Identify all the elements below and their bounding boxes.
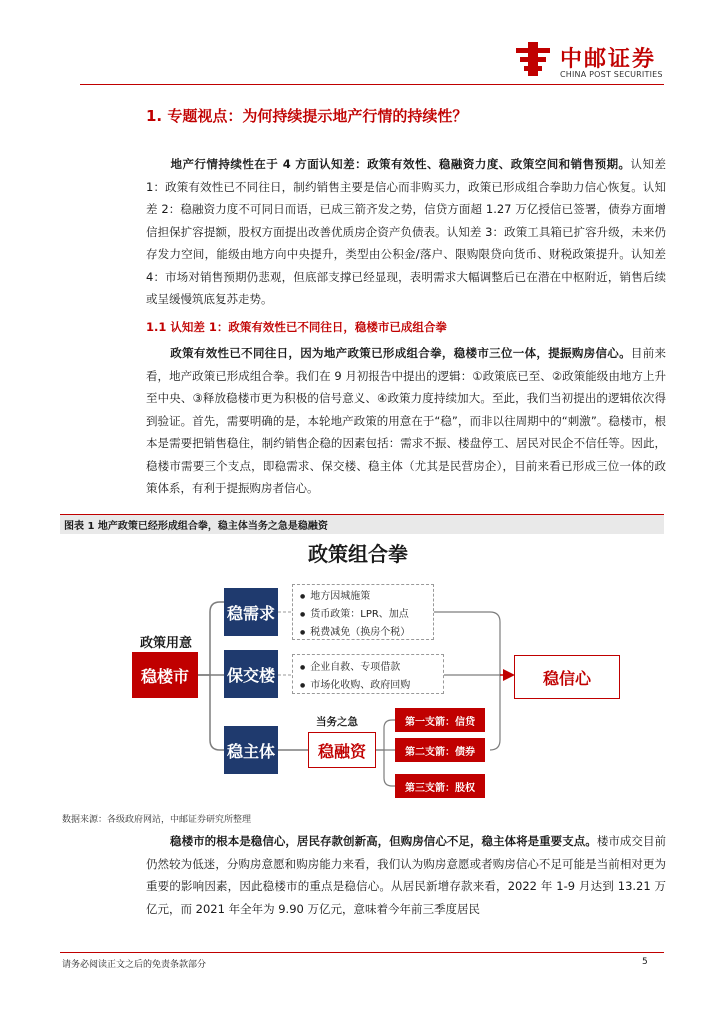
footer-divider — [60, 952, 664, 953]
root-stabilize-market: 稳楼市 — [132, 652, 198, 698]
logo-english-name: CHINA POST SECURITIES — [560, 70, 663, 79]
connector-financing-arrow1 — [376, 720, 395, 750]
figure-source: 数据来源：各级政府网站，中邮证券研究所整理 — [62, 815, 252, 825]
section-title: 1. 专题视点：为何持续提示地产行情的持续性？ — [146, 107, 468, 125]
diagram-title: 政策组合拳 — [308, 542, 408, 566]
intro-paragraph — [146, 153, 666, 311]
connector-root-entity — [210, 675, 224, 750]
subsection-title: 1.1 认知差 1：政策有效性已不同往日，稳楼市已成组合拳 — [146, 320, 447, 334]
paragraph-confidence — [146, 830, 666, 920]
third-arrow-equity: 第三支箭：股权 — [395, 774, 485, 798]
pillar-guarantee-delivery: 保交楼 — [224, 650, 278, 698]
figure-caption: 图表 1 地产政策已经形成组合拳，稳主体当务之急是稳融资 — [64, 521, 328, 532]
urgent-label: 当务之急 — [316, 716, 358, 728]
connector-financing-arrow3 — [384, 750, 395, 786]
logo-chinese-name: 中邮证券 — [560, 47, 657, 72]
first-arrow-credit: 第一支箭：信贷 — [395, 708, 485, 732]
connector-root-demand — [197, 602, 224, 675]
pillar-stabilize-entity: 稳主体 — [224, 726, 278, 774]
delivery-bullet: ● 市场化收购、政府回购 — [300, 676, 410, 691]
demand-bullet: ● 地方因城施策 — [300, 587, 370, 602]
para2-body: 目前来看，地产政策已形成组合拳。我们在 9 月初报告中提出的逻辑：①政策底已至、②政策能级由地方上升至中央、③释放稳楼市更为积极的信号意义、④政策力度持续加大。至此，我们当初提出的逻辑依次得到验证。首先，需要明确的是，本轮地产政策的用意在于“稳”，而非以往周期中的“刺激”。稳楼市，根本是需要把销售稳住，制约销售企稳的因素包括：需求不振、楼盘停工、居民对民企不信任等。因此，稳楼市需要三个支点，即稳需求、保交楼、稳主体（尤其是民营房企），目前来看已形成三位一体的政策体系，有利于提振购房者信心。 — [146, 346, 667, 495]
policy-intent-label: 政策用意 — [140, 636, 193, 651]
header-divider — [80, 84, 664, 85]
intro-body: 认知差 1：政策有效性已不同往日，制约销售主要是信心而非购买力，政策已形成组合拳助力信心恢复。认知差 2：稳融资力度不可同日而语，已成三箭齐发之势，信贷方面超 1.27 万亿授信已签署，债券方面增信担保扩容提额，股权方面提出改善优质房企资产负债表。认知差 3：政策工具箱已扩容升级，未来仍存发力空间，能级由地方向中央提升，类型由公积金/落户、限购限贷向货币、财税政策提升。认知差 4：市场对销售预期仍悲观，但底部支撑已经显现，表明需求大幅调整后已在潜在中枢附近，销售后续或呈缓慢筑底复苏走势。 — [146, 157, 666, 306]
demand-bullet: ● 货币政策：LPR、加点 — [300, 605, 409, 620]
demand-bullet: ● 税费减免（换房个税） — [300, 623, 410, 638]
para3-bold-lead: 稳楼市的根本是稳信心，居民存款创新高，但购房信心不足，稳主体将是重要支点。 — [170, 834, 597, 848]
second-arrow-bond: 第二支箭：债券 — [395, 738, 485, 762]
delivery-bullet: ● 企业自救、专项借款 — [300, 658, 400, 673]
target-confidence: 稳信心 — [514, 655, 620, 699]
paragraph-policy — [146, 342, 666, 500]
intro-bold-lead: 地产行情持续性在于 4 方面认知差：政策有效性、稳融资力度、政策空间和销售预期。 — [170, 157, 631, 171]
para3-body: 楼市成交目前仍然较为低迷，分购房意愿和购房能力来看，我们认为购房意愿或者购房信心不足可能是当前相对更为重要的影响因素，因此稳楼市的重点是稳信心。从居民新增存款来看，2022 年 1-9 月达到 13.21 万亿元，而 2021 年全年为 9.90 万亿元，意味着今年前三季度居民 — [146, 834, 667, 916]
footer-disclaimer: 请务必阅读正文之后的免责条款部分 — [62, 960, 207, 970]
stabilize-financing: 稳融资 — [308, 732, 376, 768]
page-number: 5 — [642, 957, 648, 967]
para2-bold-lead: 政策有效性已不同往日，因为地产政策已形成组合拳，稳楼市三位一体，提振购房信心。 — [170, 346, 631, 360]
china-post-logo-icon — [514, 40, 552, 78]
company-logo — [510, 40, 680, 82]
pillar-stabilize-demand: 稳需求 — [224, 588, 278, 636]
